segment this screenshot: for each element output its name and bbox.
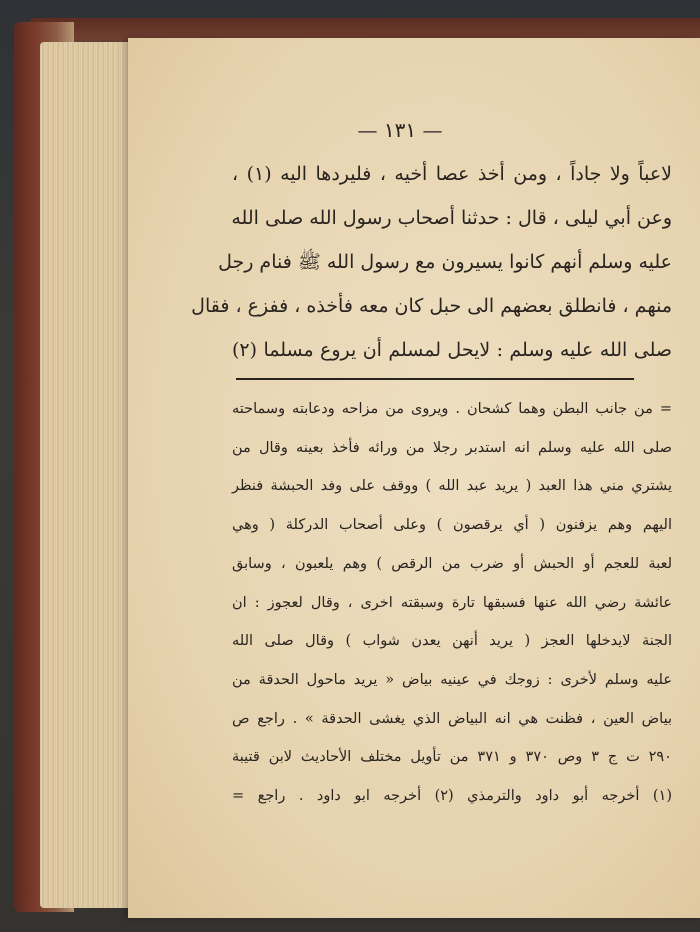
footnote-line: يشتري مني هذا العبد ( يريد عبد الله ) ووقف على وفد الحبشة فنظر bbox=[232, 478, 672, 495]
page-edges bbox=[40, 42, 140, 908]
main-text bbox=[191, 152, 672, 372]
footnote-line: عائشة رضي الله عنها فسبقها تارة وسبقته اخرى ، وقال لعجوز : ان bbox=[232, 594, 672, 611]
footnote-text bbox=[232, 390, 672, 816]
footnote-line: الجنة لايدخلها العجز ( يريد أنهن يعدن شواب ) وقال صلى الله bbox=[232, 633, 672, 650]
footnote-line: (١) أخرجه أبو داود والترمذي (٢) أخرجه ابو داود . راجع = bbox=[232, 788, 672, 805]
footnote-line: اليهم وهم يزفنون ( أي يرقصون ) وعلى أصحاب الدركلة ( وهي bbox=[232, 517, 672, 534]
footnote-line: صلى الله عليه وسلم انه استدبر رجلا من ورائه فأخذ بعينه وقال من bbox=[232, 439, 672, 456]
main-line: وعن أبي ليلى ، قال : حدثنا أصحاب رسول الله صلى الله bbox=[231, 207, 672, 229]
footnote-line: = من جانب البطن وهما كشحان . ويروى من مزاحه ودعابته وسماحته bbox=[232, 401, 672, 417]
main-line: عليه وسلم أنهم كانوا يسيرون مع رسول الله ﷺ فنام رجل bbox=[218, 251, 672, 273]
main-line: صلى الله عليه وسلم : لايحل لمسلم أن يروع مسلما (٢) bbox=[232, 339, 672, 361]
footnote-line: بياض العين ، فظنت هي انه البياض الذي يغشى الحدقة » . راجع ص bbox=[232, 710, 672, 727]
footnote-line: ٢٩٠ ت ج ٣ وص ٣٧٠ و ٣٧١ من تأويل مختلف الأحاديث لابن قتيبة bbox=[232, 749, 672, 766]
page-number: — ١٣١ — bbox=[357, 118, 443, 142]
footnote-line: لعبة للعجم أو الحبش أو ضرب من الرقص ) وهم يلعبون ، وسابق bbox=[232, 555, 672, 572]
footnote-line: عليه وسلم لأخرى : زوجك في عينيه بياض « يريد ماحول الحدقة من bbox=[232, 671, 672, 688]
footnote-divider bbox=[236, 378, 634, 380]
main-line: منهم ، فانطلق بعضهم الى حبل كان معه فأخذه ، ففزع ، فقال bbox=[191, 295, 672, 317]
main-line: لاعباً ولا جاداً ، ومن أخذ عصا أخيه ، فليردها اليه (١) ، bbox=[232, 163, 672, 185]
